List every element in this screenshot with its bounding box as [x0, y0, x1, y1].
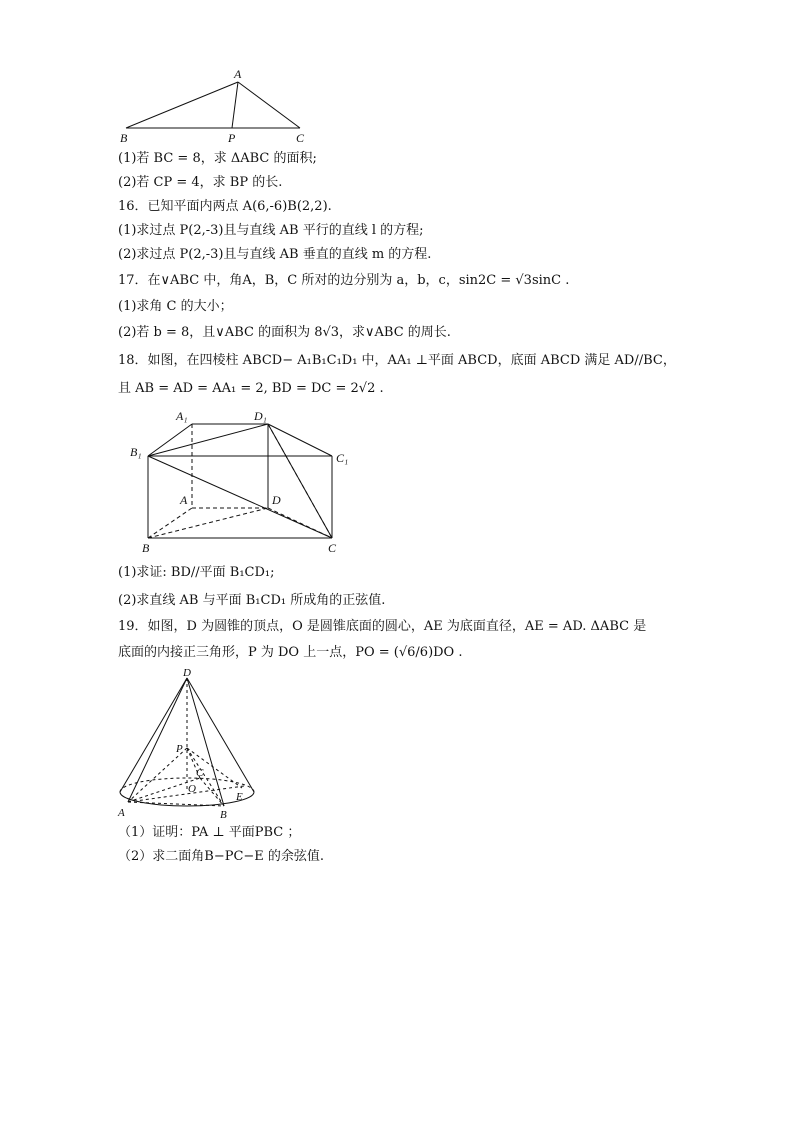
- label-b1: B₁: [130, 445, 142, 459]
- label-p: P: [228, 131, 236, 145]
- q16-part2: (2)求过点 P(2,-3)且与直线 AB 垂直的直线 m 的方程.: [118, 247, 432, 262]
- label-c: C: [196, 767, 204, 779]
- label-o: O: [188, 783, 196, 795]
- label-a: A: [180, 493, 188, 507]
- q19-stem: 19．如图，D 为圆锥的顶点，O 是圆锥底面的圆心，AE 为底面直径，AE = AD. ΔABC 是: [118, 619, 647, 634]
- label-b: B: [220, 809, 227, 821]
- q16-stem: 16．已知平面内两点 A(6,-6)B(2,2).: [118, 199, 332, 214]
- label-c: C: [328, 541, 337, 555]
- q18-part1: (1)求证: BD//平面 B₁CD₁;: [118, 565, 275, 580]
- label-a: A: [234, 67, 242, 81]
- label-b: B: [142, 541, 150, 555]
- label-p: P: [176, 743, 183, 755]
- label-a: A: [118, 807, 125, 819]
- q18-stem: 18．如图，在四棱柱 ABCD− A₁B₁C₁D₁ 中，AA₁ ⊥平面 ABCD，底面 ABCD 满足 AD//BC，: [118, 353, 676, 368]
- q18-stem-cont: 且 AB = AD = AA₁ = 2, BD = DC = 2√2 .: [118, 381, 384, 396]
- q15-part2: (2)若 CP = 4，求 BP 的长.: [118, 175, 283, 190]
- q17-part1: (1)求角 C 的大小；: [118, 299, 233, 314]
- q18-part2: (2)求直线 AB 与平面 B₁CD₁ 所成角的正弦值.: [118, 593, 386, 608]
- label-d1: D₁: [254, 409, 267, 423]
- label-e: E: [236, 791, 243, 803]
- triangle-abc-figure: [110, 62, 320, 146]
- q17-part2: (2)若 b = 8，且∨ABC 的面积为 8√3，求∨ABC 的周长.: [118, 325, 451, 340]
- q19-part1: （1）证明：PA ⊥ 平面PBC ；: [118, 825, 301, 840]
- label-c: C: [296, 131, 305, 145]
- q19-part2: （2）求二面角B−PC−E 的余弦值.: [118, 849, 325, 864]
- label-d: D: [183, 667, 191, 679]
- prism-figure: [128, 404, 358, 558]
- q17-stem: 17．在∨ABC 中，角A，B，C 所对的边分别为 a，b，c，sin2C = √3sinC .: [118, 273, 570, 288]
- q15-part1: (1)若 BC = 8，求 ΔABC 的面积;: [118, 151, 317, 166]
- label-b: B: [120, 131, 128, 145]
- q16-part1: (1)求过点 P(2,-3)且与直线 AB 平行的直线 l 的方程;: [118, 223, 424, 238]
- label-a1: A₁: [176, 409, 188, 423]
- q19-stem-cont: 底面的内接正三角形，P 为 DO 上一点，PO = (√6/6)DO .: [118, 645, 463, 660]
- cone-figure: [112, 664, 262, 822]
- label-c1: C₁: [336, 451, 349, 465]
- label-d: D: [272, 493, 281, 507]
